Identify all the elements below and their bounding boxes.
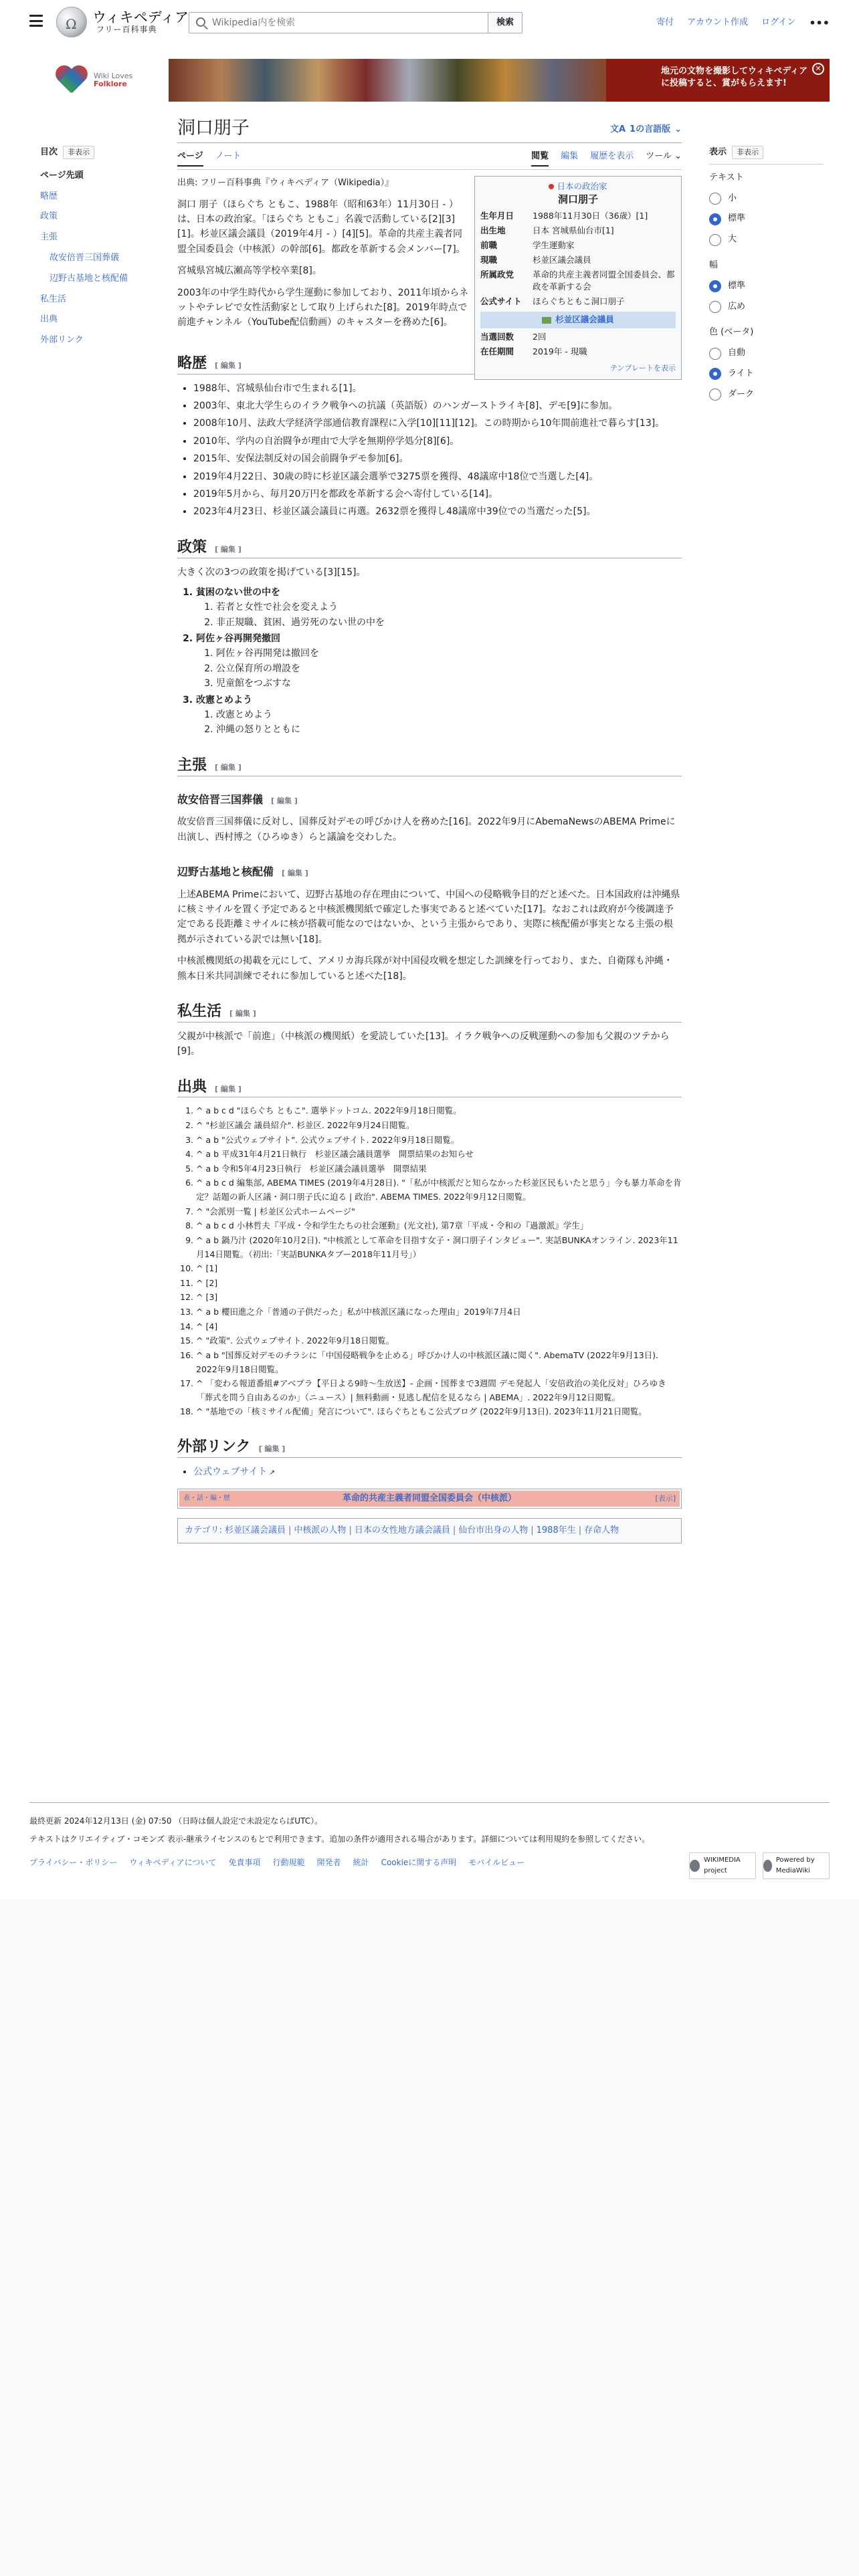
edit-link[interactable]: [ 編集 ] [215,762,242,772]
infobox-row [480,210,676,222]
page-title: 洞口朋子 [177,118,250,138]
radio-label: 標準 [728,213,746,224]
edit-link[interactable]: [ 編集 ] [215,360,242,370]
section-private: 私生活 [ 編集 ] [177,1001,682,1023]
reference-item: 4. ^ a b 平成31年4月21日執行 杉並区議会議員選挙 開票結果のお知らせ [196,1148,682,1162]
policy-subitem: 2. 非正規職、貧困、過労死のない世の中を [216,615,682,630]
appearance-panel [709,146,823,402]
category-separator: | [531,1525,534,1536]
infobox-row [480,346,676,358]
reference-item: 13. ^ a b 櫻田進之介「普通の子供だった」私が中核派区議になった理由」2019年7月4日 [196,1305,682,1319]
reference-list [177,1104,682,1419]
external-link-item [193,1465,682,1479]
navbox-vte-links[interactable]: 表・話・編・歴 [183,1495,230,1503]
policy-title: 貧困のない世の中を [196,586,280,598]
career-item: • 2019年5月から、毎月20万円を都政を革新する会へ寄付している[14]。 [193,487,682,502]
reference-item: 2. ^ "杉並区議会 議員紹介". 杉並区. 2022年9月24日閲覧。 [196,1119,682,1133]
infobox-value: 2019年 - 現職 [533,346,587,356]
edit-link[interactable]: [ 編集 ] [229,1008,256,1018]
site-logo[interactable] [56,7,189,37]
career-list [177,381,682,520]
mediawiki-badge[interactable]: Powered by MediaWiki [763,1852,830,1879]
reference-item: 17. ^ 「変わる報道番組#アベプラ【平日よる9時～生放送】- 企画・国葬まで3週間 デモ発起人「安倍政治の美化反対」ひろゆき「葬式を問う自由あるのか」（ニュース）| 無料動画・見逃し配信を見るなら | ABEMA」. 2022年9月12日閲覧。 [196,1377,682,1404]
private-paragraph: 父親が中核派で「前進」（中核派の機関紙）を愛読していた[13]。イラク戦争への反戦運動への参加も父親のツテから[9]。 [177,1031,670,1057]
last-modified: 最終更新 2024年12月13日 (金) 07:50 （日時は個人設定で未設定ならばUTC）。 [29,1816,323,1826]
footer-link[interactable]: 行動規範 [272,1858,305,1868]
toc-item[interactable]: 政策 [40,211,58,222]
heart-logo-icon [55,65,88,96]
edit-link[interactable]: [ 編集 ] [282,869,308,877]
radio-label: 自動 [728,348,746,358]
appearance-hide-button[interactable]: 非表示 [732,146,763,159]
navbox [177,1489,682,1509]
reference-item: 11. ^ [2] [196,1277,682,1291]
infobox-value: 杉並区議会議員 [533,254,591,265]
section-career: 略歴 [ 編集 ] [177,353,682,374]
infobox-key: 現職 [480,254,498,265]
footer-link[interactable]: 開発者 [316,1858,341,1868]
radio-option[interactable] [709,233,823,247]
categories-label[interactable]: カテゴリ: [185,1525,222,1536]
toc-item[interactable]: 故安倍晋三国葬儀 [50,252,120,263]
external-link[interactable]: 公式ウェブサイト [193,1466,268,1477]
category-separator: | [578,1525,582,1536]
reference-item: 1. ^ a b c d "ほらぐち ともこ". 選挙ドットコム. 2022年9月18日閲覧。 [196,1104,682,1118]
tab-talk[interactable]: ノート [215,151,242,162]
footer-link[interactable]: プライバシー・ポリシー [29,1858,118,1868]
radio-label: 広め [728,301,746,312]
reference-item: 3. ^ a b "公式ウェブサイト". 公式ウェブサイト. 2022年9月18日閲覧。 [196,1134,682,1148]
search-placeholder: Wikipedia内を検索 [212,17,296,28]
radio-icon [709,368,721,380]
banner-text-line1: 地元の文物を撮影してウィキペディア [661,66,808,76]
radio-label: ダーク [728,389,755,399]
reference-item: 12. ^ [3] [196,1291,682,1305]
policy-subitem: 1. 改憲とめよう [216,708,682,722]
policy-subitem: 1. 阿佐ヶ谷再開発は撤回を [216,646,682,661]
section-policy: 政策 [ 編集 ] [177,537,682,558]
infobox-key: 生年月日 [480,210,514,221]
toc-item[interactable]: 私生活 [40,294,67,304]
tab-history[interactable]: 履歴を表示 [590,151,634,162]
infobox-name: 洞口朋子 [557,193,598,205]
chevron-down-icon: ⌄ [674,124,682,135]
width-label: 幅 [709,259,719,270]
toc-item[interactable]: 外部リンク [40,335,84,346]
subsection-henoko: 辺野古基地と核配備 [ 編集 ] [177,865,308,878]
radio-option[interactable] [709,192,823,206]
career-item: • 2008年10月、法政大学経済学部通信教育課程に入学[10][11][12]。この時期から10年間前進社で暮らす[13]。 [193,416,682,431]
site-header [0,0,859,47]
navbox-title[interactable]: 革命的共産主義者同盟全国委員会（中核派） [342,1493,516,1504]
footer-link[interactable]: 統計 [353,1858,369,1868]
intro-paragraph-1: 洞口 朋子（ほらぐち ともこ、1988年（昭和63年）11月30日 - ）は、日本の政治家。「ほらぐち ともこ」名義で活動している[2][3][1]。杉並区議会議員（2019年4月 - ）[4][5]。革命的共産主義者同盟全国委員会（中核派）の幹部[6]。都政を革新する会メンバー[7]。 [177,199,466,255]
policy-item [196,693,682,738]
policy-title: 阿佐ヶ谷再開発撤回 [196,633,280,645]
toc-title: 目次 [40,147,58,157]
radio-icon [709,280,721,292]
tools-label: ツール [646,151,672,162]
section-external: 外部リンク [ 編集 ] [177,1436,682,1458]
wikimedia-badge[interactable]: WIKIMEDIA project [689,1852,756,1879]
policy-subitem: 3. 児童館をつぶすな [216,676,682,691]
banner-text[interactable] [661,66,807,90]
radio-icon [709,348,721,360]
reference-item: 15. ^ "政策". 公式ウェブサイト. 2022年9月18日閲覧。 [196,1334,682,1348]
infobox-value: ほらぐちともこ洞口朋子 [533,296,625,307]
category-link[interactable]: 日本の女性地方議会議員 [354,1525,450,1536]
toc-item[interactable]: 略歴 [40,191,58,201]
category-link[interactable]: 中核派の人物 [294,1525,347,1536]
infobox-value: 2回 [533,331,547,342]
category-links [177,1518,682,1543]
reference-item: 14. ^ [4] [196,1320,682,1334]
template-link[interactable]: テンプレートを表示 [609,363,676,372]
toc-item[interactable]: 辺野古基地と核配備 [50,273,128,284]
intro-paragraph-2: 宮城県宮城広瀬高等学校卒業[8]。 [177,265,322,277]
radio-option[interactable] [709,367,823,381]
edit-link[interactable]: [ 編集 ] [258,1444,286,1454]
category-link[interactable]: 杉並区議会議員 [225,1525,286,1536]
career-item: • 2003年、東北大学生らのイラク戦争への抗議（英語版）のハンガーストライキ[8]、デモ[9]に参加。 [193,399,682,413]
wikipedia-globe-icon [56,7,87,37]
radio-icon [709,213,721,225]
category-link[interactable]: 1988年生 [536,1525,576,1536]
radio-icon [709,193,721,205]
category-link[interactable]: 仙台市出身の人物 [458,1525,529,1536]
reference-item: 6. ^ a b c d 編集部, ABEMA TIMES (2019年4月28日). "「私が中核派だと知らなかった杉並区民もいたと思う」今も暴力革命を肯定？話題の新人区議・洞口朋子氏に迫る | 政治". ABEMA TIMES. 2022年9月12日閲覧。 [196,1176,682,1204]
language-button[interactable] [610,123,682,140]
tools-menu[interactable] [646,150,682,167]
donate-link[interactable]: 寄付 [656,17,674,28]
site-footer [29,1802,830,1874]
career-item: • 2019年4月22日、30歳の時に杉並区議会選挙で3275票を獲得、48議席中18位で当選した[4]。 [193,469,682,484]
toc-hide-button[interactable]: 非表示 [63,146,94,159]
policy-subitem: 1. 若者と女性で社会を変えよう [216,600,682,615]
infobox-value: 学生運動家 [533,239,575,250]
career-item: • 2023年4月23日、杉並区議会議員に再選。2632票を獲得し48議席中39位での当選だった[5]。 [193,504,682,519]
more-options-icon[interactable]: ••• [809,17,830,29]
policy-item [196,631,682,691]
reference-item: 9. ^ a b 鍋乃汁 (2020年10月2日). "中核派として革命を目指す女子・洞口朋子インタビュー". 実話BUNKAオンライン. 2023年11月14日閲覧。（初出:「実話BUNKAタブー2018年11月号」） [196,1234,682,1261]
text-size-label: テキスト [709,172,744,183]
category-separator: | [349,1525,352,1536]
search-input[interactable] [189,12,488,33]
career-item: • 2010年、学内の自治闘争が理由で大学を無期停学処分[8][6]。 [193,434,682,449]
external-link-icon: ↗ [267,1469,276,1477]
infobox-row [480,239,676,251]
radio-icon [709,234,721,246]
create-account-link[interactable]: アカウント作成 [687,17,748,28]
color-label: 色 (ベータ) [709,327,754,338]
appearance-title: 表示 [709,147,727,157]
table-of-contents [40,146,140,354]
infobox [474,176,682,380]
edit-link[interactable]: [ 編集 ] [215,1084,242,1093]
banner-photo-strip [169,59,606,102]
infobox-key: 所属政党 [480,270,514,280]
japan-flag-icon [549,184,554,189]
section-sources: 出典 [ 編集 ] [177,1077,682,1098]
campaign-banner[interactable] [29,59,830,102]
footer-link[interactable]: 免責事項 [228,1858,261,1868]
henoko-paragraph-1: 上述ABEMA Primeにおいて、辺野古基地の存在理由について、中国への侵略戦争目的だと述べた。日本国政府は沖縄県に核ミサイルを置く予定であると中核派機関紙で確定した事実であると述べていた[17]。なおこれは政府が今後調達予定である長距離ミサイルに核が搭載可能なのではないか、という主張からであり、実際に核配備が事実となる主張の根拠が示されている訳では無い[18]。 [177,889,680,945]
chevron-down-icon: ⌄ [674,151,682,162]
toc-item[interactable]: ページ先頭 [40,170,84,181]
site-subtitle: フリー百科事典 [96,25,157,35]
footer-link[interactable]: ウィキペディアについて [129,1858,217,1868]
toc-item[interactable]: 主張 [40,232,58,243]
category-link[interactable]: 存命人物 [584,1525,619,1536]
infobox-value: 革命的共産主義者同盟全国委員会、都政を革新する会 [533,270,675,292]
user-links [656,15,830,32]
tab-edit[interactable]: 編集 [561,151,579,162]
mediawiki-icon [763,1860,772,1872]
policy-intro: 大きく次の3つの政策を掲げている[3][15]。 [177,566,366,578]
reference-item: 10. ^ [1] [196,1262,682,1276]
site-title: ウィキペディア [92,9,189,26]
section-claims: 主張 [ 編集 ] [177,755,682,776]
footer-link[interactable]: モバイルビュー [468,1858,525,1868]
infobox-key: 当選回数 [480,331,514,342]
career-item: • 2015年、安保法制反対の国会前闘争デモ参加[6]。 [193,451,682,466]
reference-item: 5. ^ a b 令和5年4月23日執行 杉並区議会議員選挙 開票結果 [196,1162,682,1176]
policy-subitem: 2. 公立保育所の増設を [216,661,682,676]
infobox-key: 前職 [480,239,498,250]
infobox-row [480,296,676,308]
reference-item: 18. ^ "基地での「核ミサイル配備」発言について". ほらぐちともこ公式ブログ (2022年9月13日). 2023年11月21日閲覧。 [196,1405,682,1419]
footer-link[interactable]: Cookieに関する声明 [381,1858,457,1868]
radio-option[interactable] [709,388,823,402]
banner-logo-line2: Folklore [94,80,127,88]
source-line: 出典: フリー百科事典『ウィキペディア（Wikipedia）』 [177,177,394,188]
category-separator: | [288,1525,292,1536]
banner-logo-line1: Wiki Loves [94,71,133,80]
main-menu-icon[interactable] [29,15,43,27]
radio-icon [709,301,721,313]
radio-option[interactable] [709,280,823,294]
search-button[interactable]: 検索 [488,12,522,33]
infobox-key: 出生地 [480,225,506,235]
radio-option[interactable] [709,300,823,314]
infobox-row [480,254,676,266]
henoko-paragraph-2: 中核派機関紙の掲載を元にして、アメリカ海兵隊が対中国侵攻戦を想定した訓練を行っており、また、自衛隊も沖縄・熊本日米共同訓練でそれに参加していると述べた[18]。 [177,956,673,982]
edit-link[interactable]: [ 編集 ] [215,544,242,554]
reference-item: 7. ^ "会派別一覧 | 杉並区公式ホームページ" [196,1205,682,1219]
banner-text-line2: に投稿すると、賞がもらえます! [661,78,787,89]
radio-label: 大 [728,234,737,245]
infobox-key: 在任期間 [480,346,514,356]
infobox-row [480,225,676,237]
toc-item[interactable]: 出典 [40,314,58,325]
search-icon [196,17,205,27]
infobox-key: 公式サイト [480,296,522,307]
infobox-subheader[interactable]: 杉並区議会議員 [480,312,676,328]
banner-logo [29,59,169,102]
radio-label: 標準 [728,280,746,291]
page-tabs [177,150,682,170]
infobox-value: 1988年11月30日（36歳）[1] [533,210,648,221]
wikimedia-icon [690,1860,700,1872]
reference-item: 16. ^ a b "国葬反対デモのチラシに「中国侵略戦争を止める」呼びかけ人の中核派区議に聞く". AbemaTV (2022年9月13日). 2022年9月18日閲覧。 [196,1349,682,1376]
translate-icon: 文A [609,124,626,135]
subsection-funeral: 故安倍晋三国葬儀 [ 編集 ] [177,792,298,806]
infobox-row [480,269,676,293]
category-separator: | [452,1525,456,1536]
language-button-label: 1の言語版 [630,124,671,135]
radio-option[interactable] [709,346,823,360]
infobox-row [480,331,676,343]
page-bottom-background [0,1899,859,2576]
navbox-show-toggle[interactable]: [表示] [655,1494,676,1503]
intro-paragraph-3: 2003年の中学生時代から学生運動に参加しており、2011年頃からネットやテレビで女性活動家として取り上げられた[8]。2019年時点で前進チャンネル（YouTube配信動画）のキャスターを務めた[6]。 [177,287,469,328]
radio-label: ライト [728,368,754,379]
edit-link[interactable]: [ 編集 ] [271,796,298,805]
license-text: テキストはクリエイティブ・コモンズ 表示-継承ライセンスのもとで利用できます。追加の条件が適用される場合があります。詳細については利用規約を参照してください。 [29,1834,650,1844]
policy-subitem: 2. 沖縄の怒りとともに [216,722,682,737]
article-main [177,116,682,1543]
reference-item: 8. ^ a b c d 小林哲夫『平成・令和学生たちの社会運動』(光文社), 第7章「平成・令和の『過激派』学生」 [196,1219,682,1233]
infobox-value: 日本 宮城県仙台市[1] [533,225,614,235]
radio-label: 小 [728,193,737,203]
funeral-paragraph: 故安倍晋三国葬儀に反対し、国葬反対デモの呼びかけ人を務めた[16]。2022年9月にAbemaNewsのABEMA Primeに出演し、西村博之（ひろゆき）らと議論を交わした。 [177,817,676,843]
policy-list [177,585,682,738]
radio-option[interactable] [709,212,823,226]
policy-title: 改憲とめよう [196,694,252,706]
login-link[interactable]: ログイン [761,17,796,28]
infobox-top-link[interactable]: 日本の政治家 [557,181,607,191]
banner-close-icon[interactable]: ✕ [812,63,824,75]
career-item: • 1988年、宮城県仙台市で生まれる[1]。 [193,381,682,396]
policy-item [196,585,682,630]
tab-read[interactable]: 閲覧 [531,150,549,167]
radio-icon [709,389,721,401]
external-links-list [177,1465,682,1479]
tab-page[interactable]: ページ [177,150,203,167]
